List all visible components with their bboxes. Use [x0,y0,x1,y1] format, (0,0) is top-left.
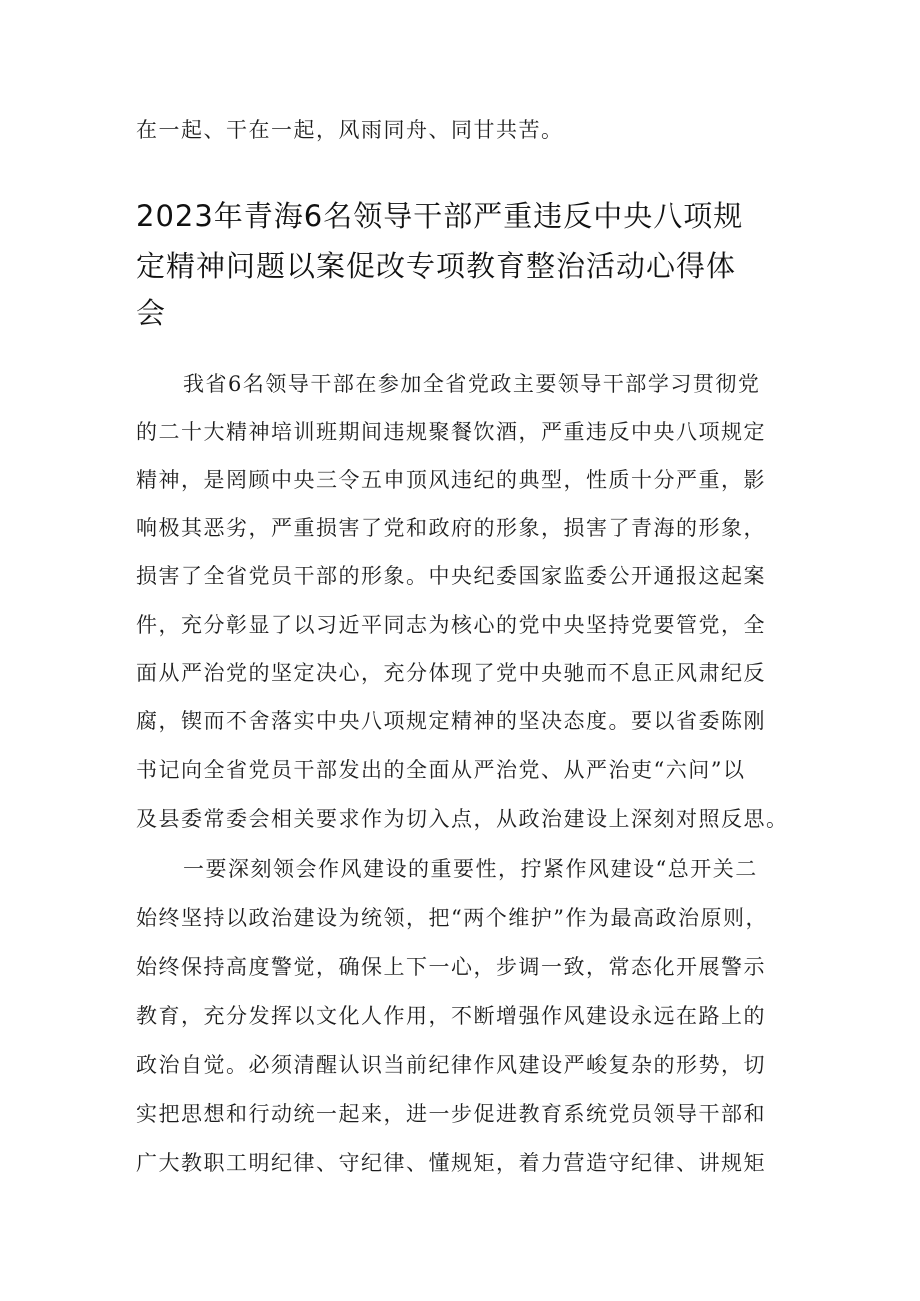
paragraph-line: 腐，锲而不舍落实中央八项规定精神的坚决态度。要以省委陈刚 [136,709,766,733]
paragraph-line: 的二十大精神培训班期间违规聚餐饮酒，严重违反中央八项规定 [136,420,766,444]
paragraph-line: 政治自觉。必须清醒认识当前纪律作风建设严峻复杂的形势，切 [136,1053,766,1077]
paragraph-line: 响极其恶劣，严重损害了党和政府的形象，损害了青海的形象， [136,516,766,540]
paragraph-line: 实把思想和行动统一起来，进一步促进教育系统党员领导干部和 [136,1102,766,1126]
paragraph-line: 件，充分彰显了以习近平同志为核心的党中央坚持党要管党，全 [136,613,766,637]
paragraph-line: 始终坚持以政治建设为统领，把“两个维护”作为最高政治原则， [136,906,768,930]
paragraph-line: 面从严治党的坚定决心，充分体现了党中央驰而不息正风肃纪反 [136,661,766,685]
title-line-1: 2023年青海6名领导干部严重违反中央八项规 [136,199,744,233]
paragraph-line: 始终保持高度警觉，确保上下一心，步调一致，常态化开展警示 [136,955,766,979]
title-line-3: 会 [136,296,167,330]
paragraph-line: 一要深刻领会作风建设的重要性，拧紧作风建设“总开关二 [183,857,758,881]
paragraph-line: 损害了全省党员干部的形象。中央纪委国家监委公开通报这起案 [136,564,766,588]
paragraph-line: 精神，是罔顾中央三令五申顶风违纪的典型，性质十分严重，影 [136,468,766,492]
paragraph-line: 书记向全省党员干部发出的全面从严治党、从严治吏“六问”以 [136,758,746,782]
paragraph-line: 教育，充分发挥以文化人作用，不断增强作风建设永远在路上的 [136,1004,766,1028]
continuation-line: 在一起、干在一起，风雨同舟、同甘共苦。 [136,118,564,142]
paragraph-line: 及县委常委会相关要求作为切入点，从政治建设上深刻对照反思。 [136,807,789,831]
title-line-2: 定精神问题以案促改专项教育整治活动心得体 [136,249,737,283]
paragraph-line: 我省6名领导干部在参加全省党政主要领导干部学习贯彻党 [183,372,761,396]
paragraph-line: 广大教职工明纪律、守纪律、懂规矩，着力营造守纪律、讲规矩 [136,1151,766,1175]
